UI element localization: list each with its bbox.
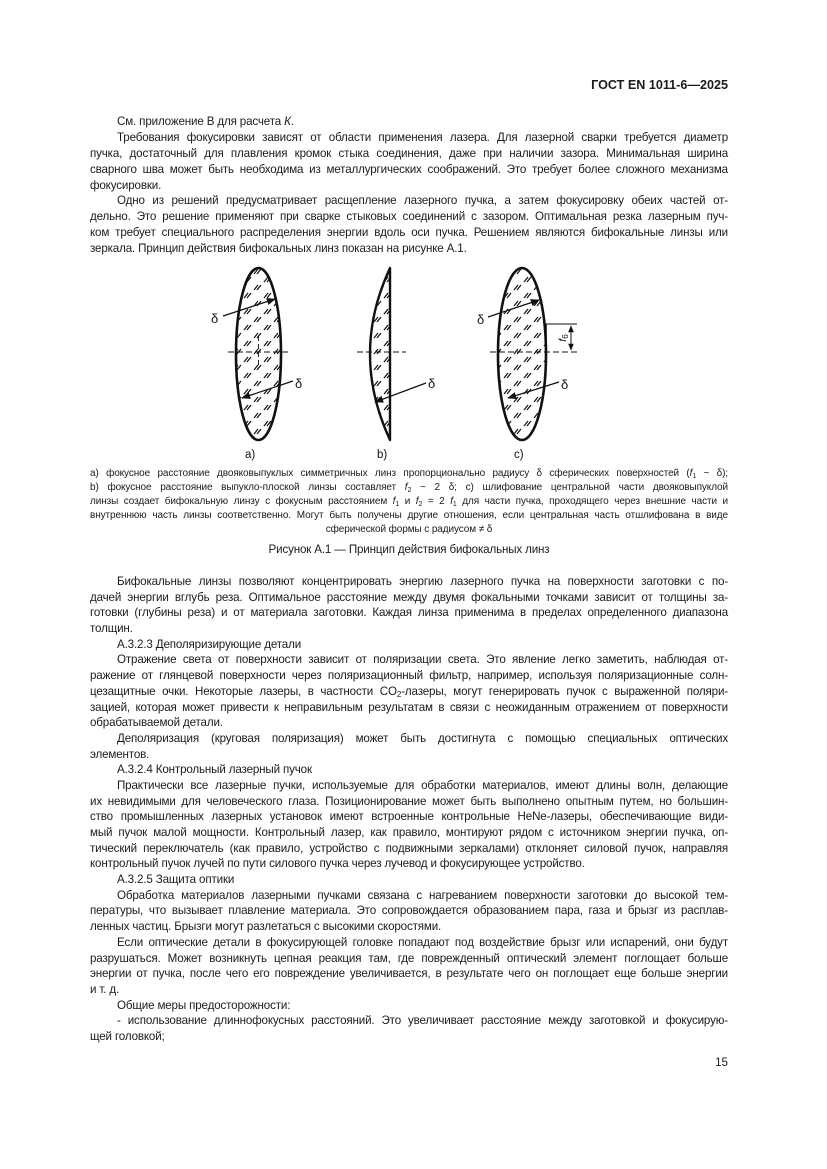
text-line: Отражение света от поверхности зависит от поляризации света. Это явление легко заметить, наблюдая от- (117, 653, 728, 667)
lens-c-focal-mark (557, 334, 570, 342)
main-text (90, 574, 728, 1045)
text-line: дельно. Это решение применяют при сварке стыковых соединений с зазором. Оптимальная резка лазерным пуч- (90, 210, 728, 224)
annex-reference-symbol: К (284, 115, 291, 128)
text-line: фокусировки. (90, 178, 162, 192)
text-line: Обработка материалов лазерными пучками связана с нагреванием поверхности заготовки до высокой тем- (117, 888, 728, 902)
text-line: Практически все лазерные пучки, используемые для обработки материалов, имеют длины волн, делающие (117, 778, 728, 792)
focal-mark-symbol: f (557, 338, 569, 342)
text-line: пучка, достаточный для плавления кромок стыка соединения, даже при наличии зазора. Минимальная ширина (90, 146, 728, 160)
panel-label-c: c) (514, 449, 524, 461)
lens-c-radius-label-upper: δ (477, 312, 485, 327)
text-line: энергии от пучка, после чего его повреждение увеличивается, в результате чего он поглощает еще больше энергии (90, 967, 728, 981)
caption-variable: f (450, 496, 453, 507)
text-segment: цезащитные очки. Некоторые лазеры, в частности CO (90, 684, 397, 698)
bifocal-lens-figure (180, 255, 600, 465)
section-heading-a-3-2-4: А.3.2.4 Контрольный лазерный пучок (117, 763, 312, 777)
text-line: ство промышленных лазерных установок имеют встроенные контрольные HeNe-лазеры, обеспечивающие види- (90, 810, 728, 824)
caption-variable: f (392, 496, 396, 507)
lens-c-radius-label-lower: δ (561, 377, 569, 392)
caption-line (90, 467, 728, 481)
caption-subscript: 2 (407, 486, 412, 494)
text-line: сварного шва может быть необходима из металлургических соображений. Это требует более сложного механизма (90, 162, 728, 176)
caption-text: ~ 2 δ; c) шлифование центральной части двояковыпуклой (411, 482, 728, 493)
text-line: контрольный пучок лучей по пути силового пучка через лучевод и фокусирующее устройство. (90, 857, 585, 871)
text-line: ленных частиц. Брызги могут разлетаться с высокими скоростями. (90, 920, 442, 934)
text-line: Бифокальные линзы позволяют концентрировать энергию лазерного пучка на поверхности заготовки с по- (117, 575, 728, 588)
co2-subscript: 2 (396, 689, 402, 699)
caption-line: сферической формы с радиусом ≠ δ (325, 524, 493, 535)
annex-reference-text: См. приложение В для расчета (117, 115, 285, 128)
lens-a-radius-label-upper: δ (211, 311, 219, 326)
panel-label-b: b) (377, 449, 388, 461)
caption-subscript: 1 (692, 472, 697, 480)
annex-reference-end: . (290, 115, 294, 128)
figure-caption (90, 467, 728, 537)
annex-reference-line (117, 114, 728, 130)
caption-text: линзы создает бифокальную линзу с фокусным расстоянием (90, 496, 393, 507)
text-line: разрушаться. Может возникнуть цепная реакция там, где поврежденный оптический элемент поглощает больше (90, 951, 728, 965)
text-line: Одно из решений предусматривает расщепление лазерного пучка, а затем фокусировку обеих частей от- (117, 194, 728, 208)
caption-text: b) фокусное расстояние выпукло-плоской линзы составляет (90, 482, 405, 493)
caption-subscript: 1 (452, 500, 457, 508)
text-line: элементов. (90, 747, 150, 761)
text-line: обрабатываемой детали. (90, 716, 223, 730)
text-line: дачей энергии вглубь реза. Оптимальное расстояние между двумя фокальными точками зависит от толщины за- (90, 590, 728, 604)
caption-subscript: 1 (395, 500, 400, 508)
list-item-line: - использование длиннофокусных расстояний. Это увеличивает расстояние между заготовкой и фокусирую- (117, 1014, 728, 1028)
text-line: Деполяризация (круговая поляризация) может быть достигнута с помощью специальных оптических (117, 731, 728, 745)
text-line: и т. д. (90, 982, 120, 996)
caption-variable: f (404, 482, 408, 493)
document-code-header: ГОСТ EN 1011-6—2025 (591, 78, 728, 92)
section-heading-a-3-2-5: А.3.2.5 Защита оптики (117, 873, 235, 887)
text-line: готовки (глубины реза) и от материала заготовки. Каждая линза применима в пределах определенного диапазона (90, 606, 728, 620)
text-line: Требования фокусировки зависят от области применения лазера. Для лазерной сварки требуется диаметр (117, 130, 728, 144)
text-line: Если оптические детали в фокусирующей головке попадают под воздействие брызг или испарений, они будут (117, 935, 728, 949)
page-number: 15 (715, 1056, 728, 1069)
text-segment: -лазеры, могут генерировать пучок с выраженной поляри- (401, 684, 729, 698)
caption-text: = 2 (422, 496, 451, 507)
text-line: их невидимыми для человеческого глаза. Позиционирование может быть выполнено опытным путем, но большин- (90, 794, 728, 808)
caption-line (90, 495, 728, 509)
caption-text: для части пучка, проходящего через внешние части и (456, 496, 728, 507)
text-line: толщин. (90, 622, 133, 636)
caption-variable: f (415, 496, 419, 507)
text-line: ражение от глянцевой поверхности через поляризационный фильтр, например, используя поляризационные солн- (90, 669, 728, 683)
text-line: зацией, которая может привести к неправильным результатам в связи с неожиданным отражением от поверхности (90, 700, 728, 714)
lens-c-bifocal (498, 268, 546, 440)
lens-a-radius-label-lower: δ (295, 376, 303, 391)
caption-text: и (399, 496, 416, 507)
text-line: зеркала. Принцип действия бифокальных линз показан на рисунке А.1. (90, 242, 467, 256)
text-line: мый пучок малой мощности. Контрольный лазер, как правило, монтируют рядом с источником энергии пучка, оп- (90, 826, 728, 839)
section-heading-a-3-2-3: А.3.2.3 Деполяризирующие детали (117, 637, 302, 651)
caption-text: ~ δ); (696, 468, 728, 479)
list-item-line: щей головкой; (90, 1029, 165, 1043)
focal-mark-index: 6 (561, 334, 570, 339)
caption-variable: f (689, 468, 693, 479)
lens-b-radius-label: δ (428, 376, 436, 391)
caption-line: внутреннюю часть линзы соответственно. Могут быть получены другие отношения, если центральная часть отшлифована в виде (90, 510, 728, 521)
figure-title: Рисунок А.1 — Принцип действия бифокальных линз (268, 543, 550, 556)
caption-line (90, 481, 728, 495)
text-line: ком требует специального распределения энергии вдоль оси пучка. Решением являются бифокальные линзы или (90, 226, 728, 240)
text-line (90, 684, 728, 700)
text-line: Общие меры предосторожности: (117, 998, 291, 1012)
lens-b-planoconvex (370, 268, 390, 440)
text-line: пературы, что вызывает плавление материала. Это сопровождается образованием пара, газа и брызг из расплав- (90, 904, 728, 918)
caption-subscript: 2 (418, 500, 423, 508)
panel-label-a: a) (245, 449, 256, 461)
caption-text: a) фокусное расстояние двояковыпуклых симметричных линз пропорционально радиусу δ сферических поверхностей ( (90, 468, 690, 479)
text-line: тический переключатель (как правило, устройство с подвижными зеркалами) отклоняет силовой пучок, направляя (90, 841, 728, 855)
intro-text (90, 114, 728, 257)
